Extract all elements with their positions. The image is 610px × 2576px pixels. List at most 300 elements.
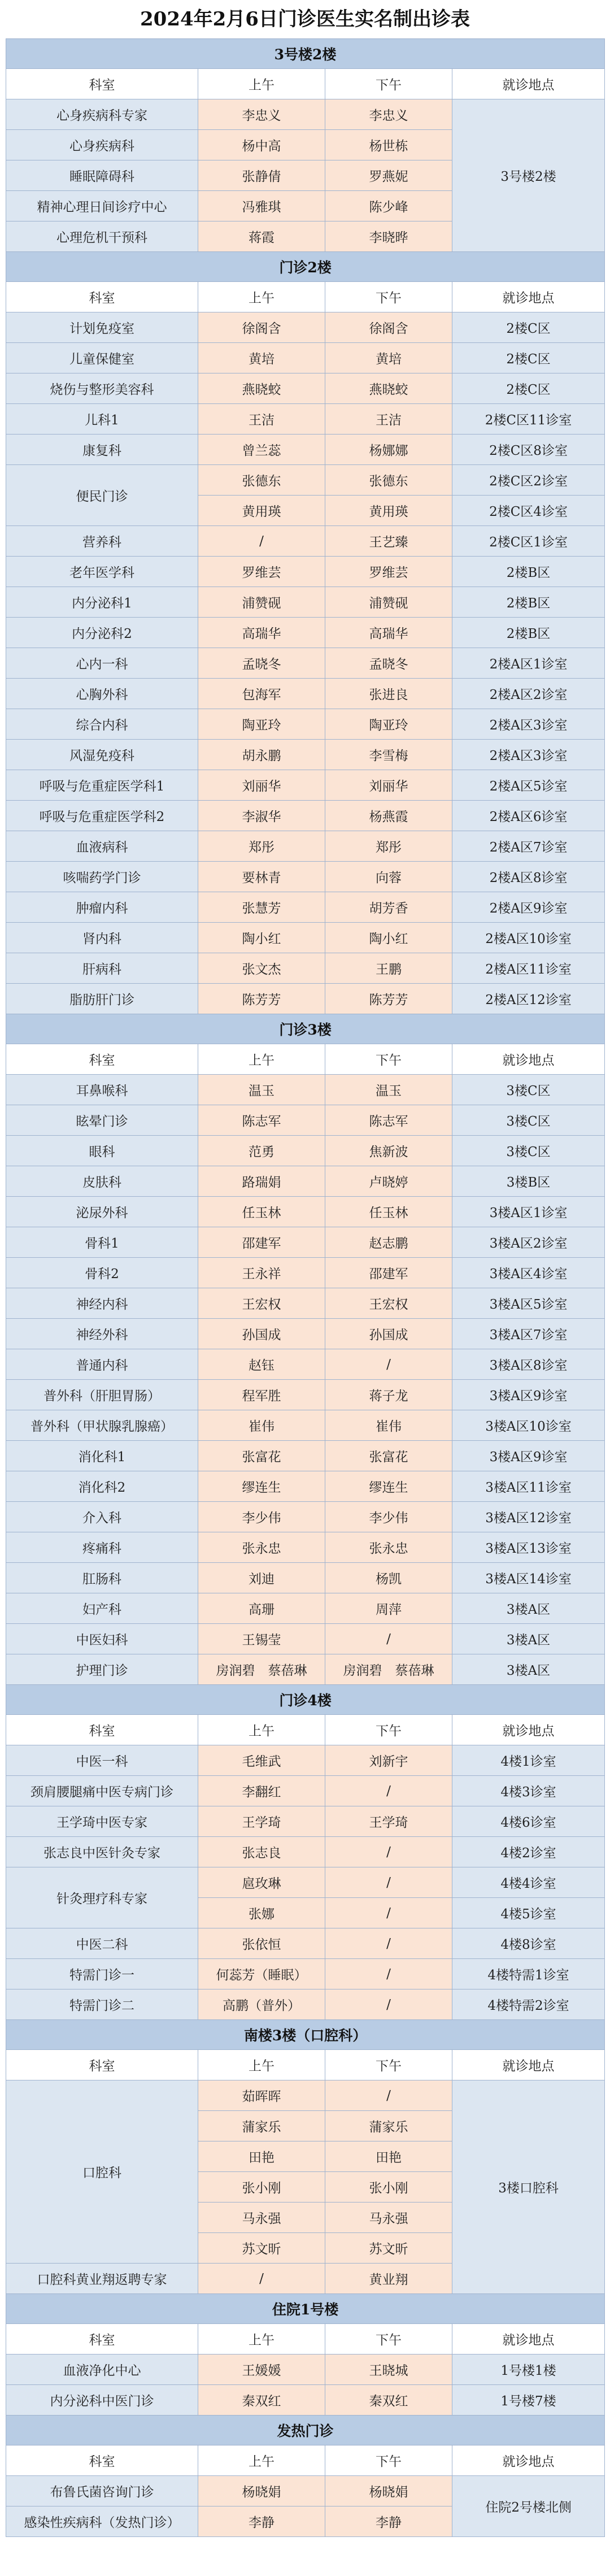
table-row	[6, 526, 605, 557]
location-cell: 4楼特需2诊室	[452, 1989, 605, 2020]
pm-doctor-cell: 郑彤	[325, 831, 452, 862]
table-row	[6, 1136, 605, 1166]
column-header-location: 就诊地点	[452, 2324, 605, 2355]
table-row	[6, 801, 605, 831]
column-header-location: 就诊地点	[452, 69, 605, 99]
column-header-am: 上午	[198, 2050, 325, 2080]
location-cell: 3楼A区9诊室	[452, 1441, 605, 1471]
am-doctor-cell: 王学琦	[198, 1806, 325, 1837]
pm-doctor-cell: /	[325, 1349, 452, 1380]
location-cell: 2楼A区6诊室	[452, 801, 605, 831]
location-cell: 2楼C区1诊室	[452, 526, 605, 557]
pm-doctor-cell: 孟晓冬	[325, 648, 452, 679]
column-header-dept: 科室	[6, 2324, 198, 2355]
am-doctor-cell: 张小刚	[198, 2172, 325, 2203]
table-row	[6, 1197, 605, 1227]
column-header-row	[6, 282, 605, 312]
dept-cell: 康复科	[6, 435, 198, 465]
am-doctor-cell: 李淑华	[198, 801, 325, 831]
column-header-location: 就诊地点	[452, 282, 605, 312]
location-cell: 4楼2诊室	[452, 1837, 605, 1867]
pm-doctor-cell: 张富花	[325, 1441, 452, 1471]
dept-cell: 介入科	[6, 1502, 198, 1532]
am-doctor-cell: 刘迪	[198, 1563, 325, 1593]
section-header-row	[6, 1014, 605, 1044]
dept-cell: 眩晕门诊	[6, 1105, 198, 1136]
column-header-dept: 科室	[6, 2445, 198, 2476]
pm-doctor-cell: 陶小红	[325, 923, 452, 953]
table-row	[6, 892, 605, 923]
table-row	[6, 1075, 605, 1105]
pm-doctor-cell: 陈芳芳	[325, 984, 452, 1014]
location-cell: 3号楼2楼	[452, 99, 605, 252]
pm-doctor-cell: 房润碧 蔡蓓琳	[325, 1654, 452, 1685]
dept-cell: 计划免疫室	[6, 312, 198, 343]
pm-doctor-cell: 周萍	[325, 1593, 452, 1624]
am-doctor-cell: 冯雅琪	[198, 191, 325, 221]
am-doctor-cell: 马永强	[198, 2203, 325, 2233]
column-header-am: 上午	[198, 69, 325, 99]
pm-doctor-cell: 胡芳香	[325, 892, 452, 923]
section-header-row	[6, 2020, 605, 2050]
location-cell: 1号楼7楼	[452, 2385, 605, 2416]
pm-doctor-cell: 王艺臻	[325, 526, 452, 557]
dept-cell: 风湿免疫科	[6, 740, 198, 770]
am-doctor-cell: 邵建军	[198, 1227, 325, 1258]
dept-cell: 心身疾病科专家	[6, 99, 198, 130]
am-doctor-cell: 程军胜	[198, 1380, 325, 1410]
location-cell: 2楼B区	[452, 587, 605, 618]
table-row	[6, 1593, 605, 1624]
am-doctor-cell: 张依恒	[198, 1928, 325, 1959]
am-doctor-cell: 徐阁含	[198, 312, 325, 343]
pm-doctor-cell: /	[325, 1837, 452, 1867]
am-doctor-cell: 张静倩	[198, 160, 325, 191]
pm-doctor-cell: /	[325, 1989, 452, 2020]
location-cell: 2楼A区10诊室	[452, 923, 605, 953]
column-header-location: 就诊地点	[452, 2050, 605, 2080]
location-cell: 1号楼1楼	[452, 2355, 605, 2385]
dept-cell: 特需门诊二	[6, 1989, 198, 2020]
pm-doctor-cell: 邵建军	[325, 1258, 452, 1288]
am-doctor-cell: 郑彤	[198, 831, 325, 862]
pm-doctor-cell: 王晓城	[325, 2355, 452, 2385]
dept-cell: 普外科（甲状腺乳腺癌）	[6, 1410, 198, 1441]
am-doctor-cell: 范勇	[198, 1136, 325, 1166]
dept-cell: 呼吸与危重症医学科1	[6, 770, 198, 801]
dept-cell: 营养科	[6, 526, 198, 557]
location-cell: 4楼6诊室	[452, 1806, 605, 1837]
section-title: 南楼3楼（口腔科）	[6, 2020, 605, 2050]
dept-cell: 内分泌科中医门诊	[6, 2385, 198, 2416]
column-header-dept: 科室	[6, 1044, 198, 1075]
pm-doctor-cell: 黄业翔	[325, 2264, 452, 2294]
dept-cell: 神经内科	[6, 1288, 198, 1319]
section-title: 门诊3楼	[6, 1014, 605, 1044]
dept-cell: 肛肠科	[6, 1563, 198, 1593]
column-header-row	[6, 2324, 605, 2355]
am-doctor-cell: 曾兰蕊	[198, 435, 325, 465]
dept-cell: 神经外科	[6, 1319, 198, 1349]
am-doctor-cell: 缪连生	[198, 1471, 325, 1502]
location-cell: 3楼A区5诊室	[452, 1288, 605, 1319]
table-row	[6, 1959, 605, 1989]
am-doctor-cell: 要林青	[198, 862, 325, 892]
dept-cell: 骨科1	[6, 1227, 198, 1258]
page-title: 2024年2月6日门诊医生实名制出诊表	[140, 8, 470, 31]
column-header-location: 就诊地点	[452, 1715, 605, 1745]
table-row	[6, 1441, 605, 1471]
location-cell: 2楼A区5诊室	[452, 770, 605, 801]
pm-doctor-cell: 张德东	[325, 465, 452, 496]
am-doctor-cell: 高鹏（普外）	[198, 1989, 325, 2020]
location-cell: 3楼B区	[452, 1166, 605, 1197]
location-cell: 3楼C区	[452, 1136, 605, 1166]
am-doctor-cell: 孟晓冬	[198, 648, 325, 679]
pm-doctor-cell: 李静	[325, 2507, 452, 2537]
table-row	[6, 1806, 605, 1837]
table-row	[6, 984, 605, 1014]
am-doctor-cell: 王媛媛	[198, 2355, 325, 2385]
dept-cell: 消化科1	[6, 1441, 198, 1471]
location-cell: 2楼C区4诊室	[452, 496, 605, 526]
location-cell: 3楼A区14诊室	[452, 1563, 605, 1593]
dept-cell: 特需门诊一	[6, 1959, 198, 1989]
location-cell: 2楼A区8诊室	[452, 862, 605, 892]
location-cell: 4楼1诊室	[452, 1745, 605, 1776]
column-header-dept: 科室	[6, 282, 198, 312]
column-header-pm: 下午	[325, 2445, 452, 2476]
am-doctor-cell: 温玉	[198, 1075, 325, 1105]
table-row	[6, 1380, 605, 1410]
table-row	[6, 1654, 605, 1685]
table-row	[6, 1532, 605, 1563]
table-row	[6, 862, 605, 892]
am-doctor-cell: 孙国成	[198, 1319, 325, 1349]
table-row	[6, 1745, 605, 1776]
location-cell: 2楼C区	[452, 312, 605, 343]
pm-doctor-cell: 杨世栋	[325, 130, 452, 160]
pm-doctor-cell: 杨燕霞	[325, 801, 452, 831]
location-cell: 4楼特需1诊室	[452, 1959, 605, 1989]
am-doctor-cell: 毛维武	[198, 1745, 325, 1776]
column-header-location: 就诊地点	[452, 1044, 605, 1075]
location-cell: 4楼3诊室	[452, 1776, 605, 1806]
am-doctor-cell: 杨晓娟	[198, 2476, 325, 2507]
pm-doctor-cell: 张永忠	[325, 1532, 452, 1563]
pm-doctor-cell: 罗燕妮	[325, 160, 452, 191]
dept-cell: 感染性疾病科（发热门诊）	[6, 2507, 198, 2537]
table-row	[6, 1563, 605, 1593]
dept-cell: 精神心理日间诊疗中心	[6, 191, 198, 221]
table-row	[6, 1319, 605, 1349]
am-doctor-cell: 陶小红	[198, 923, 325, 953]
location-cell: 2楼B区	[452, 557, 605, 587]
location-cell: 2楼C区	[452, 373, 605, 404]
pm-doctor-cell: 刘新宇	[325, 1745, 452, 1776]
pm-doctor-cell: 缪连生	[325, 1471, 452, 1502]
pm-doctor-cell: 赵志鹏	[325, 1227, 452, 1258]
table-row	[6, 1989, 605, 2020]
pm-doctor-cell: 浦赞砚	[325, 587, 452, 618]
column-header-location: 就诊地点	[452, 2445, 605, 2476]
column-header-row	[6, 2445, 605, 2476]
dept-cell: 心身疾病科	[6, 130, 198, 160]
dept-cell: 针灸理疗科专家	[6, 1867, 198, 1928]
pm-doctor-cell: 王学琦	[325, 1806, 452, 1837]
location-cell: 3楼A区7诊室	[452, 1319, 605, 1349]
dept-cell: 肝病科	[6, 953, 198, 984]
pm-doctor-cell: 崔伟	[325, 1410, 452, 1441]
am-doctor-cell: 崔伟	[198, 1410, 325, 1441]
am-doctor-cell: 杨中高	[198, 130, 325, 160]
pm-doctor-cell: 任玉林	[325, 1197, 452, 1227]
am-doctor-cell: 陈芳芳	[198, 984, 325, 1014]
pm-doctor-cell: 李忠义	[325, 99, 452, 130]
dept-cell: 脂肪肝门诊	[6, 984, 198, 1014]
pm-doctor-cell: 向蓉	[325, 862, 452, 892]
am-doctor-cell: 黄培	[198, 343, 325, 373]
am-doctor-cell: 田艳	[198, 2141, 325, 2172]
section-title: 门诊4楼	[6, 1685, 605, 1715]
column-header-row	[6, 2050, 605, 2080]
am-doctor-cell: 张富花	[198, 1441, 325, 1471]
pm-doctor-cell: 蒲家乐	[325, 2111, 452, 2141]
table-row	[6, 740, 605, 770]
location-cell: 3楼A区	[452, 1654, 605, 1685]
table-row	[6, 1105, 605, 1136]
location-cell: 3楼A区12诊室	[452, 1502, 605, 1532]
am-doctor-cell: 张德东	[198, 465, 325, 496]
location-cell: 3楼A区11诊室	[452, 1471, 605, 1502]
location-cell: 2楼A区1诊室	[452, 648, 605, 679]
am-doctor-cell: 黄用瑛	[198, 496, 325, 526]
dept-cell: 骨科2	[6, 1258, 198, 1288]
table-row	[6, 1928, 605, 1959]
dept-cell: 眼科	[6, 1136, 198, 1166]
pm-doctor-cell: 田艳	[325, 2141, 452, 2172]
table-row	[6, 587, 605, 618]
column-header-row	[6, 1044, 605, 1075]
pm-doctor-cell: 高瑞华	[325, 618, 452, 648]
column-header-am: 上午	[198, 1044, 325, 1075]
column-header-pm: 下午	[325, 69, 452, 99]
table-row	[6, 1349, 605, 1380]
table-row	[6, 953, 605, 984]
column-header-pm: 下午	[325, 2050, 452, 2080]
location-cell: 4楼5诊室	[452, 1898, 605, 1928]
column-header-row	[6, 1715, 605, 1745]
am-doctor-cell: 蒋霞	[198, 221, 325, 252]
table-row	[6, 618, 605, 648]
dept-cell: 王学琦中医专家	[6, 1806, 198, 1837]
table-row	[6, 1624, 605, 1654]
pm-doctor-cell: 杨娜娜	[325, 435, 452, 465]
dept-cell: 心内一科	[6, 648, 198, 679]
table-row	[6, 2080, 605, 2111]
location-cell: 3楼A区2诊室	[452, 1227, 605, 1258]
dept-cell: 泌尿外科	[6, 1197, 198, 1227]
pm-doctor-cell: 马永强	[325, 2203, 452, 2233]
am-doctor-cell: 胡永鹏	[198, 740, 325, 770]
dept-cell: 烧伤与整形美容科	[6, 373, 198, 404]
pm-doctor-cell: 孙国成	[325, 1319, 452, 1349]
column-header-dept: 科室	[6, 2050, 198, 2080]
table-row	[6, 648, 605, 679]
column-header-dept: 科室	[6, 69, 198, 99]
section-header-row	[6, 2294, 605, 2324]
dept-cell: 老年医学科	[6, 557, 198, 587]
am-doctor-cell: 蒲家乐	[198, 2111, 325, 2141]
location-cell: 3楼A区	[452, 1624, 605, 1654]
am-doctor-cell: 赵钰	[198, 1349, 325, 1380]
am-doctor-cell: 王洁	[198, 404, 325, 435]
am-doctor-cell: 罗维芸	[198, 557, 325, 587]
am-doctor-cell: 李忠义	[198, 99, 325, 130]
location-cell: 2楼A区3诊室	[452, 709, 605, 740]
pm-doctor-cell: /	[325, 1776, 452, 1806]
am-doctor-cell: 王宏权	[198, 1288, 325, 1319]
pm-doctor-cell: /	[325, 1928, 452, 1959]
am-doctor-cell: 燕晓蛟	[198, 373, 325, 404]
location-cell: 2楼C区11诊室	[452, 404, 605, 435]
table-row	[6, 343, 605, 373]
column-header-pm: 下午	[325, 1715, 452, 1745]
table-row	[6, 1166, 605, 1197]
location-cell: 3楼A区10诊室	[452, 1410, 605, 1441]
dept-cell: 心理危机干预科	[6, 221, 198, 252]
table-row	[6, 2476, 605, 2507]
section-header-row	[6, 252, 605, 282]
column-header-am: 上午	[198, 2445, 325, 2476]
dept-cell: 心胸外科	[6, 679, 198, 709]
am-doctor-cell: 高瑞华	[198, 618, 325, 648]
location-cell: 3楼C区	[452, 1075, 605, 1105]
am-doctor-cell: 高珊	[198, 1593, 325, 1624]
location-cell: 2楼A区12诊室	[452, 984, 605, 1014]
table-row	[6, 373, 605, 404]
am-doctor-cell: 李少伟	[198, 1502, 325, 1532]
location-cell: 3楼A区	[452, 1593, 605, 1624]
pm-doctor-cell: 张小刚	[325, 2172, 452, 2203]
location-cell: 住院2号楼北侧	[452, 2476, 605, 2537]
pm-doctor-cell: 陈志军	[325, 1105, 452, 1136]
table-row	[6, 2355, 605, 2385]
dept-cell: 儿童保健室	[6, 343, 198, 373]
dept-cell: 妇产科	[6, 1593, 198, 1624]
dept-cell: 便民门诊	[6, 465, 198, 526]
table-row	[6, 557, 605, 587]
pm-doctor-cell: /	[325, 2080, 452, 2111]
am-doctor-cell: 任玉林	[198, 1197, 325, 1227]
column-header-am: 上午	[198, 1715, 325, 1745]
section-header-row	[6, 39, 605, 69]
location-cell: 3楼A区9诊室	[452, 1380, 605, 1410]
location-cell: 2楼C区2诊室	[452, 465, 605, 496]
am-doctor-cell: 张志良	[198, 1837, 325, 1867]
location-cell: 3楼A区13诊室	[452, 1532, 605, 1563]
dept-cell: 睡眠障碍科	[6, 160, 198, 191]
table-row	[6, 1837, 605, 1867]
location-cell: 2楼C区8诊室	[452, 435, 605, 465]
location-cell: 4楼8诊室	[452, 1928, 605, 1959]
pm-doctor-cell: /	[325, 1624, 452, 1654]
am-doctor-cell: 王永祥	[198, 1258, 325, 1288]
location-cell: 3楼口腔科	[452, 2080, 605, 2294]
location-cell: 2楼A区9诊室	[452, 892, 605, 923]
location-cell: 2楼C区	[452, 343, 605, 373]
location-cell: 2楼A区3诊室	[452, 740, 605, 770]
dept-cell: 肾内科	[6, 923, 198, 953]
pm-doctor-cell: 温玉	[325, 1075, 452, 1105]
am-doctor-cell: 苏文昕	[198, 2233, 325, 2264]
pm-doctor-cell: 蒋子龙	[325, 1380, 452, 1410]
pm-doctor-cell: 黄培	[325, 343, 452, 373]
pm-doctor-cell: 秦双红	[325, 2385, 452, 2416]
pm-doctor-cell: /	[325, 1898, 452, 1928]
location-cell: 2楼B区	[452, 618, 605, 648]
section-header-row	[6, 2416, 605, 2445]
table-row	[6, 435, 605, 465]
location-cell: 3楼A区4诊室	[452, 1258, 605, 1288]
am-doctor-cell: /	[198, 526, 325, 557]
pm-doctor-cell: 王洁	[325, 404, 452, 435]
column-header-row	[6, 69, 605, 99]
am-doctor-cell: 张文杰	[198, 953, 325, 984]
am-doctor-cell: 房润碧 蔡蓓琳	[198, 1654, 325, 1685]
am-doctor-cell: 刘丽华	[198, 770, 325, 801]
table-row	[6, 2385, 605, 2416]
dept-cell: 儿科1	[6, 404, 198, 435]
column-header-pm: 下午	[325, 1044, 452, 1075]
table-row	[6, 709, 605, 740]
location-cell: 4楼4诊室	[452, 1867, 605, 1898]
dept-cell: 普通内科	[6, 1349, 198, 1380]
table-row	[6, 1502, 605, 1532]
pm-doctor-cell: 杨凯	[325, 1563, 452, 1593]
column-header-pm: 下午	[325, 282, 452, 312]
pm-doctor-cell: 焦新波	[325, 1136, 452, 1166]
pm-doctor-cell: 陶亚玲	[325, 709, 452, 740]
table-row	[6, 1227, 605, 1258]
pm-doctor-cell: 陈少峰	[325, 191, 452, 221]
am-doctor-cell: 王锡莹	[198, 1624, 325, 1654]
dept-cell: 中医一科	[6, 1745, 198, 1776]
am-doctor-cell: 浦赞砚	[198, 587, 325, 618]
pm-doctor-cell: 燕晓蛟	[325, 373, 452, 404]
location-cell: 2楼A区7诊室	[452, 831, 605, 862]
column-header-pm: 下午	[325, 2324, 452, 2355]
pm-doctor-cell: 苏文昕	[325, 2233, 452, 2264]
pm-doctor-cell: 李晓晔	[325, 221, 452, 252]
table-row	[6, 1258, 605, 1288]
section-title: 门诊2楼	[6, 252, 605, 282]
am-doctor-cell: 秦双红	[198, 2385, 325, 2416]
pm-doctor-cell: 刘丽华	[325, 770, 452, 801]
section-title: 住院1号楼	[6, 2294, 605, 2324]
location-cell: 3楼A区8诊室	[452, 1349, 605, 1380]
dept-cell: 耳鼻喉科	[6, 1075, 198, 1105]
pm-doctor-cell: /	[325, 1867, 452, 1898]
dept-cell: 内分泌科2	[6, 618, 198, 648]
am-doctor-cell: 李静	[198, 2507, 325, 2537]
schedule-table	[6, 38, 605, 2537]
table-row	[6, 679, 605, 709]
am-doctor-cell: 何蕊芳（睡眠）	[198, 1959, 325, 1989]
pm-doctor-cell: 王鹏	[325, 953, 452, 984]
dept-cell: 布鲁氏菌咨询门诊	[6, 2476, 198, 2507]
table-row	[6, 1471, 605, 1502]
